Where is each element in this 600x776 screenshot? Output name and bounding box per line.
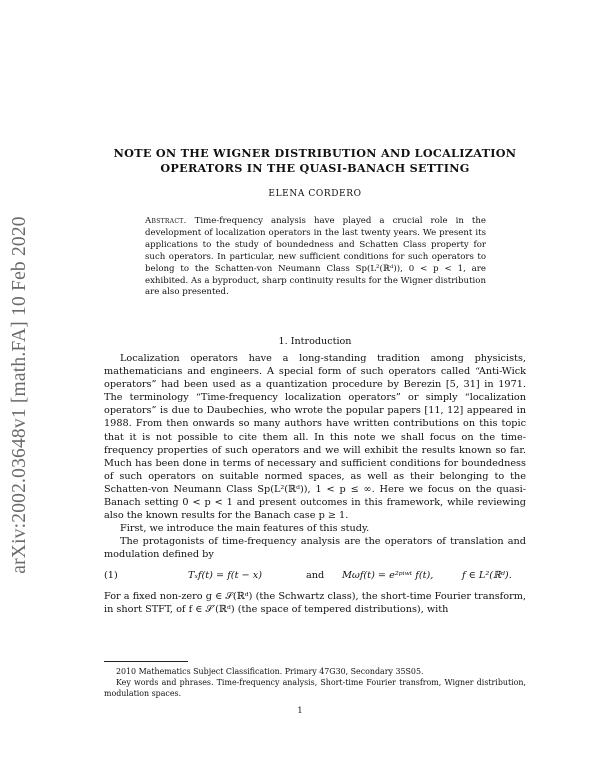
equation-modulation: Mωf(t) = e²ᵖⁱʷᵗ f(t), bbox=[342, 569, 434, 581]
equation-domain: f ∈ L²(ℝᵈ). bbox=[462, 569, 512, 581]
footnote-msc: 2010 Mathematics Subject Classification. Primary 47G30, Secondary 35S05. bbox=[116, 667, 424, 676]
footnotes bbox=[104, 666, 526, 699]
abstract bbox=[145, 216, 486, 299]
arxiv-stamp bbox=[2, 200, 38, 590]
title-line-1: NOTE ON THE WIGNER DISTRIBUTION AND LOCALIZATION bbox=[113, 146, 517, 160]
paragraph-stft: For a fixed non-zero g ∈ 𝒮(ℝᵈ) (the Schwartz class), the short-time Fourier transform, in short STFT, of f ∈ 𝒮′(ℝᵈ) (the space of tempered distributions), with bbox=[104, 590, 526, 615]
equation-translation: Tₓf(t) = f(t − x) bbox=[188, 569, 262, 581]
paragraph-protagonists: The protagonists of time-frequency analysis are the operators of translation and modulation defined by bbox=[104, 536, 526, 561]
arxiv-stamp-text: arXiv:2002.03648v1 [math.FA] 10 Feb 2020 bbox=[9, 216, 30, 574]
title-line-2: OPERATORS IN THE QUASI-BANACH SETTING bbox=[160, 161, 470, 175]
body-text bbox=[104, 352, 526, 616]
footnote-keywords: Key words and phrases. Time-frequency analysis, Short-time Fourier transfrom, Wigner distribution, modulation spaces. bbox=[104, 678, 526, 698]
paper-title bbox=[105, 146, 525, 176]
abstract-text: Time-frequency analysis have played a crucial role in the development of localization operators in the last twenty years. We present its applications to the study of boundedness and Schatten Class property for such operators. In particular, new sufficient conditions for such operators to belong to the Schatten-von Neumann Class Sp(L²(ℝᵈ)), 0 < p < 1, are exhibited. As a byproduct, sharp continuity results for the Wigner distribution are also presented. bbox=[145, 216, 486, 298]
page-number: 1 bbox=[297, 706, 303, 716]
paragraph-features: First, we introduce the main features of this study. bbox=[120, 523, 370, 535]
equation-connector: and bbox=[306, 569, 325, 581]
equation-1 bbox=[104, 562, 526, 590]
section-heading: 1. Introduction bbox=[278, 336, 352, 347]
equation-number: (1) bbox=[104, 569, 118, 581]
paragraph-intro: Localization operators have a long-standing tradition among physicists, mathematicians and engineers. A special form of such operators called “Anti-Wick operators” had been used as a quantization procedure by Berezin [5, 31] in 1971. The terminology “Time-frequency localization operators” or simply “localization operators” is due to Daubechies, who wrote the popular papers [11, 12] appeared in 1988. From then onwards so many authors have written contributions on this topic that it is not possible to cite them all. In this note we shall focus on the time-frequency properties of such operators and we will exhibit the results known so far. Much has been done in terms of necessary and sufficient conditions for boundedness of such operators on suitable normed spaces, as well as their belonging to the Schatten-von Neumann Class Sp(L²(ℝᵈ)), 1 < p ≤ ∞. Here we focus on the quasi-Banach setting 0 < p < 1 and present outcomes in this framework, while reviewing also the known results for the Banach case p ≥ 1. bbox=[104, 353, 526, 522]
abstract-label: Abstract. bbox=[145, 216, 187, 226]
author-name: ELENA CORDERO bbox=[268, 189, 362, 199]
footnote-rule bbox=[104, 661, 188, 662]
